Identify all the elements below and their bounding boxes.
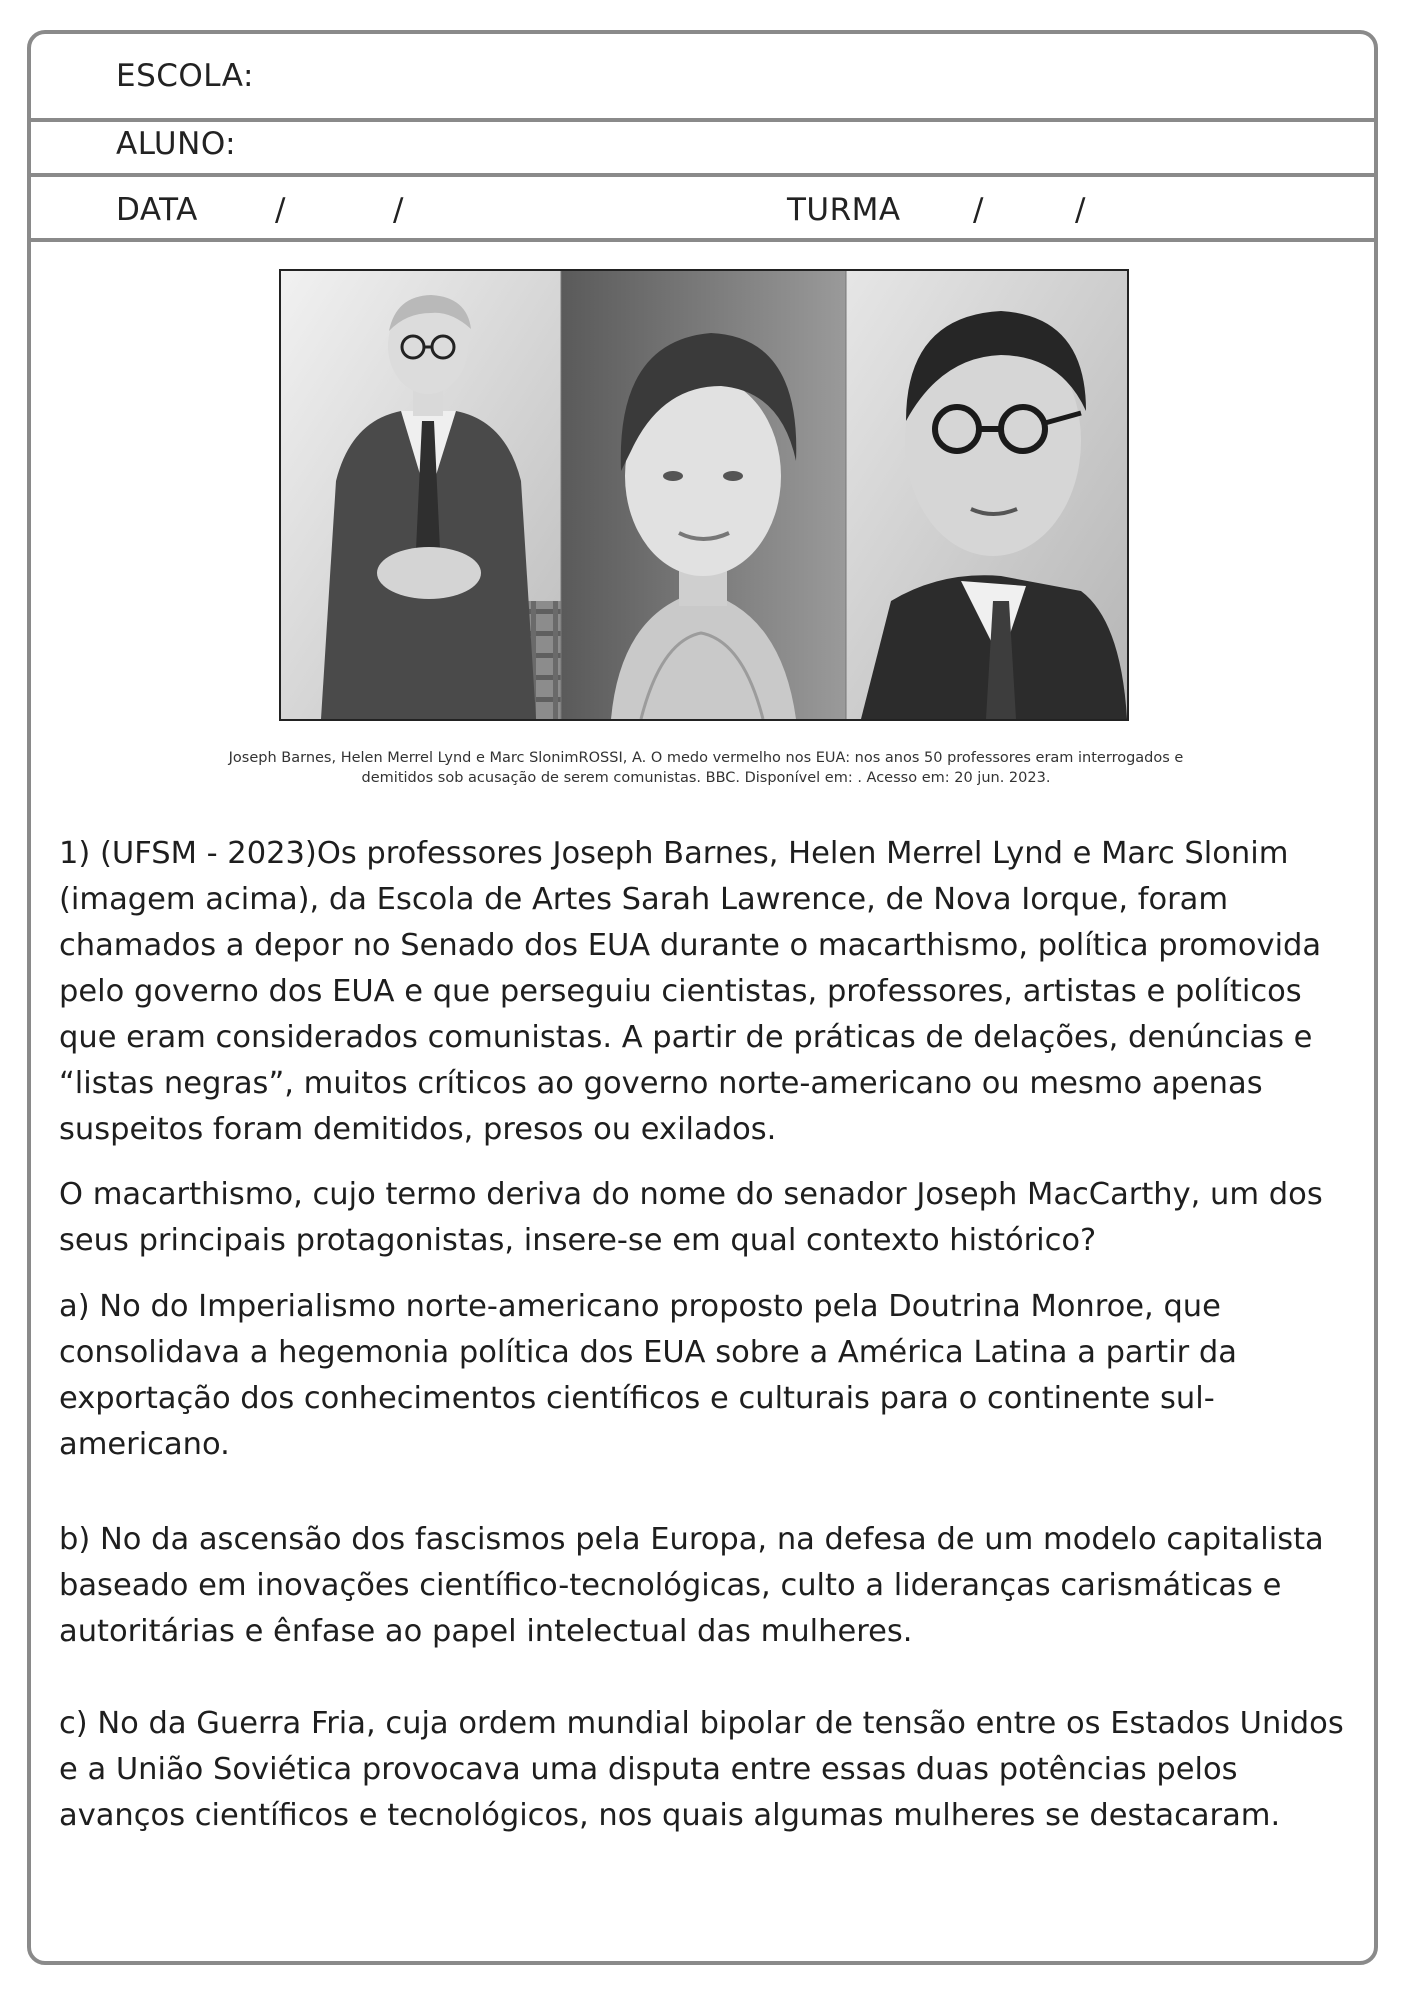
answer-option-b: b) No da ascensão dos fascismos pela Europa, na defesa de um modelo capitalista baseado em inovações científico-tecnológicas, culto a lideranças carismáticas e autoritárias e ênfase ao papel intelectual das mulheres.: [59, 1522, 1324, 1649]
photo-caption: Joseph Barnes, Helen Merrel Lynd e Marc SlonimROSSI, A. O medo vermelho nos EUA: nos anos 50 professores eram interrogados e demitidos sob acusação de serem comunistas. BBC. Disponível em: . Acesso em: 20 jun. 2023.: [228, 750, 1184, 786]
question-statement: 1) (UFSM - 2023)Os professores Joseph Barnes, Helen Merrel Lynd e Marc Slonim (imagem acima), da Escola de Artes Sarah Lawrence, de Nova Iorque, foram chamados a depor no Senado dos EUA durante o macarthismo, política promovida pelo governo dos EUA e que perseguiu cientistas, professores, artistas e políticos que eram considerados comunistas. A partir de práticas de delações, denúncias e “listas negras”, muitos críticos ao governo norte-americano ou mesmo apenas suspeitos foram demitidos, presos ou exilados.: [59, 836, 1322, 1147]
answer-option-a: a) No do Imperialismo norte-americano proposto pela Doutrina Monroe, que consolidava a hegemonia política dos EUA sobre a América Latina a partir da exportação dos conhecimentos científicos e culturais para o continente sul-americano.: [59, 1289, 1237, 1462]
portrait-helen-merrel-lynd: [561, 271, 846, 719]
header-divider: [27, 238, 1378, 242]
header-divider: [27, 173, 1378, 177]
answer-option-c: c) No da Guerra Fria, cuja ordem mundial bipolar de tensão entre os Estados Unidos e a União Soviética provocava uma disputa entre essas duas potências pelos avanços científicos e tecnológicos, nos quais algumas mulheres se destacaram.: [59, 1706, 1344, 1833]
date-separator: /: [275, 192, 286, 228]
date-label: DATA: [116, 192, 198, 228]
header-divider: [27, 118, 1378, 122]
portrait-marc-slonim: [846, 271, 1127, 719]
date-separator: /: [393, 192, 404, 228]
class-separator: /: [973, 192, 984, 228]
class-separator: /: [1075, 192, 1086, 228]
portrait-joseph-barnes: [281, 271, 561, 719]
question-prompt: O macarthismo, cujo termo deriva do nome do senador Joseph MacCarthy, um dos seus principais protagonistas, insere-se em qual contexto histórico?: [59, 1177, 1323, 1258]
professors-photo: [279, 269, 1129, 721]
student-label: ALUNO:: [116, 126, 237, 162]
class-label: TURMA: [787, 192, 901, 228]
school-label: ESCOLA:: [116, 58, 254, 94]
